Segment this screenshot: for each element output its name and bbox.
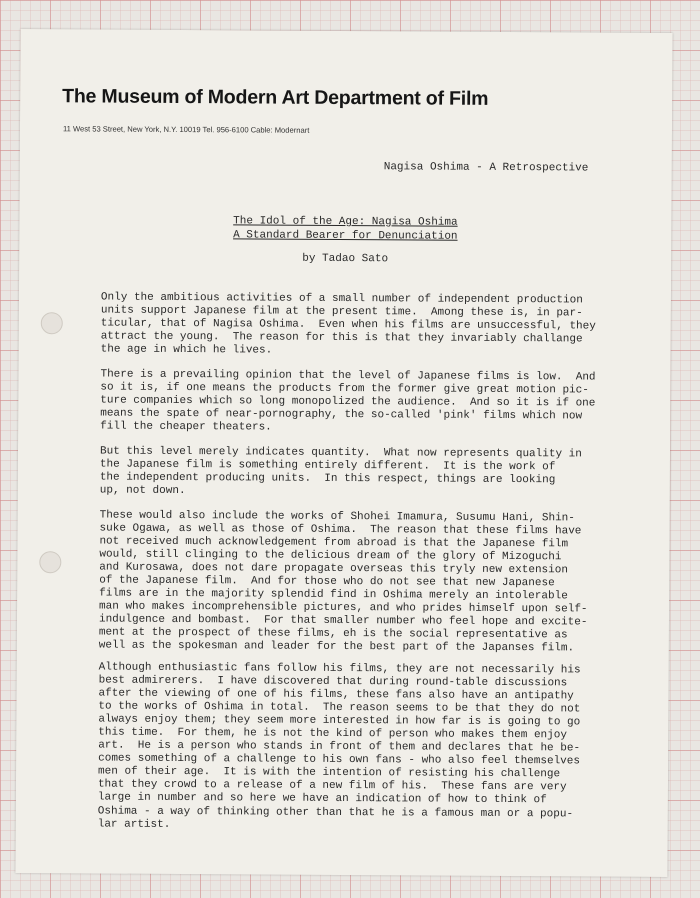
punch-hole-top [41, 312, 63, 334]
byline: by Tadao Sato [302, 252, 389, 266]
punch-hole-bottom [39, 551, 61, 573]
article-title-line-2: A Standard Bearer for Denunciation [233, 229, 458, 243]
article-title [19, 213, 671, 245]
article-title-line-1: The Idol of the Age: Nagisa Oshima [233, 215, 458, 229]
paragraph-5: Although enthusiastic fans follow his films, they are not necessarily his best admirerers. I have discovered that during round-table discussions after the viewing of one of his films, these fans also have an antipathy to the works of Oshima in total. The reason seems to be that they do not always enjoy them; they seem more interested in how far is is going to go this time. For them, he is not the kind of person who makes them enjoy art. He is a person who stands in front of them and declares that he be- comes something of a challenge to his own fans - who also feel themselves men of their age. It is with the intention of resisting his challenge that they crowd to a release of a new film of his. These fans are very large in number and so here we have an indication of how to think of Oshima - a way of thinking other than that he is a famous man or a popu- lar artist. [97, 661, 581, 831]
paragraph-1: Only the ambitious activities of a small number of independent production units support Japanese film at the present time. Among these is, in par- ticular, that of Nagisa Oshima. Even when his films are unsuccessful, they attract the young. The reason for this is that they invariably challange the age in which he lives. [100, 291, 596, 357]
series-title: Nagisa Oshima - A Retrospective [383, 161, 589, 175]
paragraph-4: These would also include the works of Shohei Imamura, Susumu Hani, Shin- suke Ogawa, as well as those of Oshima. The reason that these films have not received much acknowledgement from abroad is that the Japanese film would, still clinging to the delicious dream of the glory of Mizoguchi and Kurosawa, does not dare propagate overseas this tryly new extension of the Japanese film. And for those who do not see that new Japanese films are in the majority splendid find in Oshima merely an intolerable man who makes incomprehensible pictures, and who prides himself upon self- indulgence and bombast. For that smaller number who feel hope and excite- ment at the prospect of these films, eh is the social representative as well as the spokesman and leader for the best part of the Japanses film. [98, 509, 588, 655]
museum-masthead: The Museum of Modern Art Department of Film [62, 85, 489, 110]
paragraph-2: There is a prevailing opinion that the level of Japanese films is low. And so it is, if one means the products from the former give great motion pic- ture companies which so long monopolized the audience. And so it is if one means the spate of near-pornography, the so-called 'pink' films which now fill the cheaper theaters. [100, 368, 596, 434]
paragraph-3: But this level merely indicates quantity. What now represents quality in the Japanese film is something entirely different. It is the work of the independent producing units. In this respect, things are looking up, not down. [99, 445, 582, 498]
museum-address: 11 West 53 Street, New York, N.Y. 10019 Tel. 956-6100 Cable: Modernart [62, 124, 310, 135]
letterhead-page [15, 29, 672, 877]
